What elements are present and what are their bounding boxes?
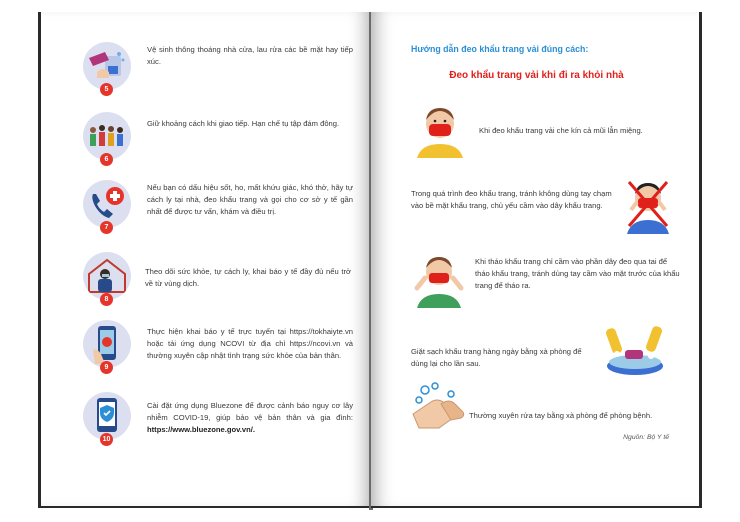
list-item — [83, 112, 353, 164]
step-text: Trong quá trình đeo khẩu trang, tránh không dùng tay chạm vào bề mặt khẩu trang, chủ yếu cầm vào dây khẩu trang. — [411, 189, 612, 210]
no-touch-mask-icon — [621, 174, 675, 234]
open-booklet — [38, 12, 702, 510]
step-text: Thường xuyên rửa tay bằng xà phòng để phòng bệnh. — [469, 411, 653, 420]
mask-wearing-icon — [415, 102, 465, 158]
hand-wash-icon — [411, 380, 473, 432]
list-item — [83, 180, 353, 240]
step-number-badge: 7 — [100, 221, 113, 234]
list-item — [83, 42, 353, 94]
list-item — [83, 320, 353, 384]
item-text: Thực hiện khai báo y tế trực tuyến tại https://tokhaiyte.vn hoặc tải ứng dụng NCOVI từ địa chỉ https://ncovi.vn và thường xuyên cập nhật tình trạng sức khỏe của bản thân. — [147, 327, 353, 360]
item-text: Vệ sinh thông thoáng nhà cửa, lau rửa các bề mặt hay tiếp xúc. — [147, 45, 353, 66]
item-text: Giữ khoảng cách khi giao tiếp. Hạn chế tụ tập đám đông. — [147, 119, 340, 128]
step-number-badge: 8 — [100, 293, 113, 306]
list-item — [83, 252, 353, 308]
left-page — [38, 12, 371, 508]
step-number-badge: 9 — [100, 361, 113, 374]
step-text: Khi đeo khẩu trang vải che kín cả mũi lẫn miệng. — [479, 126, 643, 135]
page-heading: Hướng dẫn đeo khẩu trang vải đúng cách: — [411, 44, 589, 54]
item-text: Cài đặt ứng dụng Bluezone để được cảnh báo nguy cơ lây nhiễm COVID-19, giúp bảo vệ bản thân và gia đình: https://www.bluezone.gov.vn/. — [147, 401, 353, 434]
item-text: Theo dõi sức khỏe, tự cách ly, khai báo y tế đầy đủ nếu trở về từ vùng dịch. — [145, 267, 351, 288]
right-page — [371, 12, 702, 508]
list-item — [83, 392, 353, 452]
step-text: Khi tháo khẩu trang chỉ cầm vào phần dây đeo qua tai để tháo khẩu trang, tránh dùng tay cầm vào mặt trước của khẩu trang để tháo ra. — [475, 257, 680, 290]
step-number-badge: 10 — [100, 433, 113, 446]
wash-mask-icon — [603, 320, 667, 378]
source-credit: Nguồn: Bộ Y tế — [623, 434, 669, 441]
page-subheading: Đeo khẩu trang vải khi đi ra khỏi nhà — [449, 70, 624, 81]
item-text: Nếu bạn có dấu hiệu sốt, ho, mất khứu giác, khó thở, hãy tự cách ly tại nhà, đeo khẩu trang và gọi cho cơ sở y tế gần nhất để được tư vấn, khám và điều trị. — [147, 183, 353, 216]
step-number-badge: 6 — [100, 153, 113, 166]
step-text: Giặt sạch khẩu trang hàng ngày bằng xà phòng để dùng lại cho lần sau. — [411, 347, 582, 368]
remove-mask-icon — [411, 248, 467, 308]
step-number-badge: 5 — [100, 83, 113, 96]
